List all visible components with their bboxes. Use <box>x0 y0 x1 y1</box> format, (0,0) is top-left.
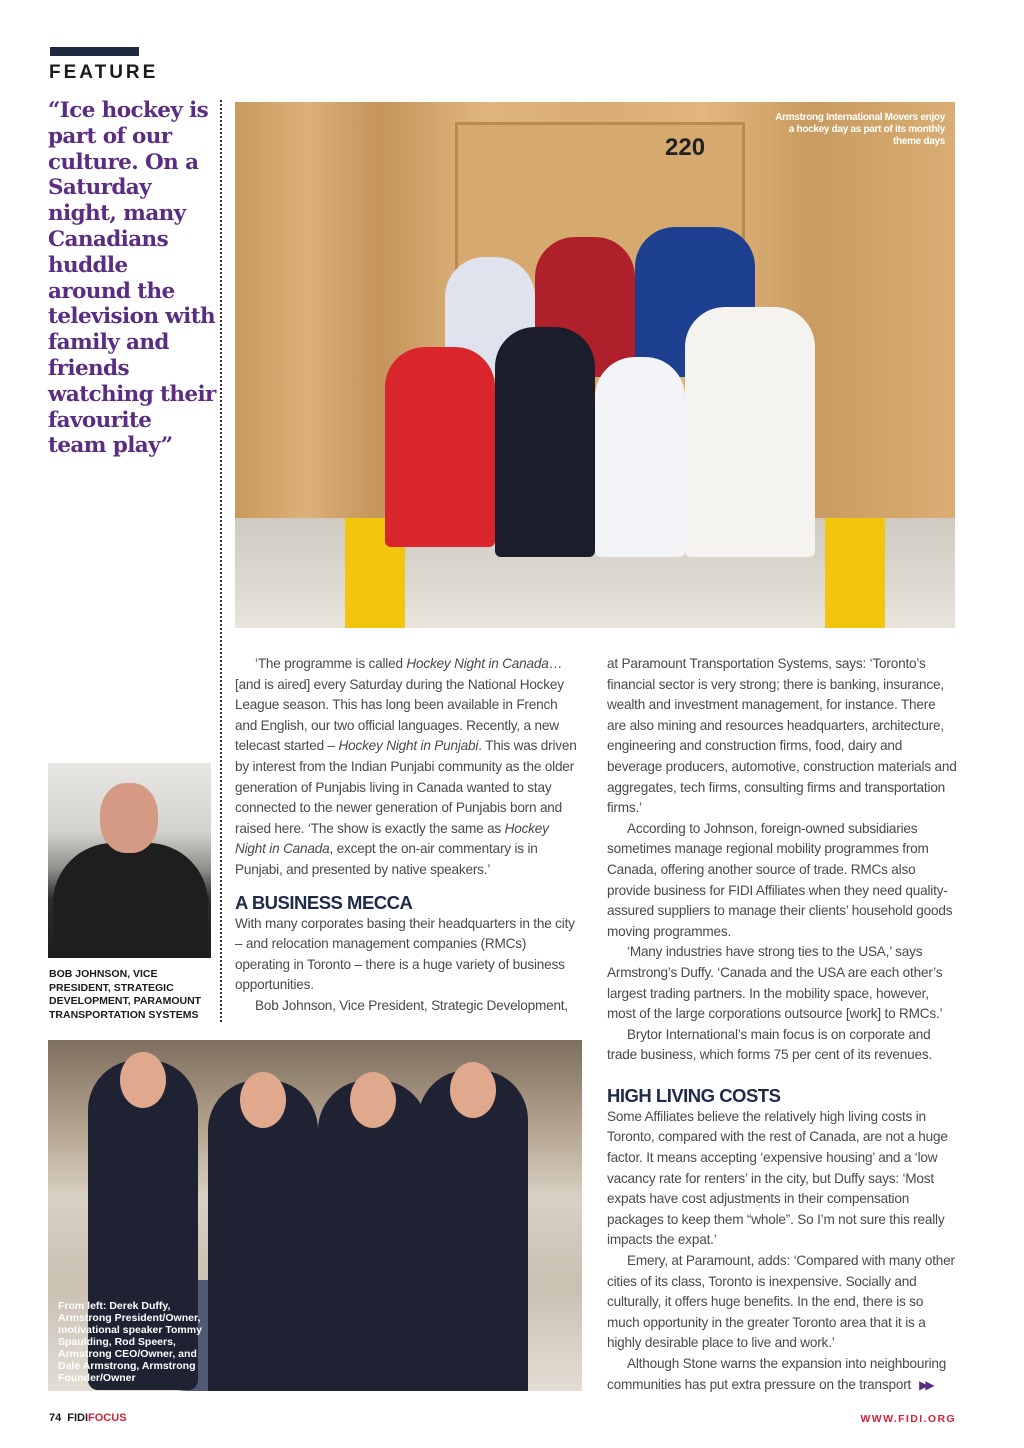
people-group <box>385 217 815 617</box>
pull-quote: “Ice hockey is part of our culture. On a Saturday night, many Canadians huddle around the television with family and friends watching their favourite team play” <box>48 98 216 459</box>
portrait-caption: BOB JOHNSON, VICE PRESIDENT, STRATEGIC DEVELOPMENT, PARAMOUNT TRANSPORTATION SYSTEMS <box>49 968 202 1021</box>
page-number: 74 <box>49 1412 62 1424</box>
paragraph: Emery, at Paramount, adds: ‘Compared with many other cities of its class, Toronto is inexpensive. Socially and culturally, it offers huge benefits. In the end, there is so much opportunity in the greater Toronto area that it is a highly desirable place to live and work.’ <box>607 1253 955 1351</box>
bob-johnson-portrait <box>48 763 211 958</box>
brand-fidi: FIDI <box>67 1412 89 1424</box>
subheading: A BUSINESS MECCA <box>235 891 413 913</box>
footer-page <box>49 1412 127 1424</box>
paragraph: ‘Many industries have strong ties to the USA,’ says Armstrong’s Duffy. ‘Canada and the USA are each other’s largest trading partners. In the mobility space, however, most of the large corporations outsource [work] to RMCs.’ <box>607 944 943 1022</box>
section-bar <box>50 47 139 56</box>
footer-url[interactable]: WWW.FIDI.ORG <box>860 1413 956 1425</box>
paragraph: With many corporates basing their headquarters in the city – and relocation management companies (RMCs) operating in Toronto – there is a huge variety of business opportunities. <box>235 915 575 993</box>
photo-caption-bottom: From left: Derek Duffy, Armstrong President/Owner, motivational speaker Tommy Spaulding, Rod Speers, Armstrong CEO/Owner, and Dale Armstrong, Armstrong Founder/Owner <box>58 1300 202 1384</box>
hockey-team-photo <box>235 102 955 628</box>
article-column-1 <box>235 654 582 1017</box>
article-column-2 <box>607 654 957 1395</box>
crate-number: 220 <box>665 134 706 161</box>
photo-caption: Armstrong International Movers enjoy a hockey day as part of its monthly theme days <box>775 112 945 147</box>
column-divider <box>220 100 222 1022</box>
paragraph: Although Stone warns the expansion into neighbouring communities has put extra pressure on the transport ▶▶ <box>607 1356 947 1392</box>
paragraph: According to Johnson, foreign-owned subsidiaries sometimes manage regional mobility programmes from Canada, offering another source of trade. RMCs also provide business for FIDI Affiliates when they need quality-assured suppliers to manage their clients’ household goods moving programmes. <box>607 820 953 939</box>
section-label: FEATURE <box>49 62 159 83</box>
paragraph: Some Affiliates believe the relatively high living costs in Toronto, compared with the rest of Canada, are not a huge factor. It means accepting ‘expensive housing’ and a ‘low vacancy rate for renters’ in the city, but Duffy says: ‘Most expats have cost adjustments in their compensation packages to keep them “whole”. So I’m not sure this really impacts the expat.’ <box>607 1108 948 1248</box>
paragraph: Brytor International’s main focus is on corporate and trade business, which forms 75 per cent of its revenues. <box>607 1026 933 1063</box>
brand-focus: FOCUS <box>88 1412 127 1424</box>
floor-stripe <box>825 518 885 628</box>
paragraph: Bob Johnson, Vice President, Strategic Development, <box>255 997 568 1013</box>
continue-arrow-icon: ▶▶ <box>919 1377 932 1392</box>
subheading: HIGH LIVING COSTS <box>607 1084 781 1106</box>
paragraph: at Paramount Transportation Systems, says: ‘Toronto’s financial sector is very strong; there is banking, insurance, wealth and investment management, for instance. There are also mining and resources headquarters, architecture, engineering and construction firms, food, dairy and beverage producers, automotive, construction materials and aggregates, tech firms, consulting firms and transportation firms.’ <box>607 656 957 816</box>
paragraph: ‘The programme is called Hockey Night in Canada… [and is aired] every Saturday during the National Hockey League season. This has long been available in French and English, our two official languages. Recently, a new telecast started – Hockey Night in Punjabi. This was driven by interest from the Indian Punjabi community as the older generation of Punjabis living in Canada wanted to stay connected to the newer generation of Punjabis born and raised here. ‘The show is exactly the same as Hockey Night in Canada, except the on-air commentary is in Punjabi, and presented by native speakers.’ <box>235 656 577 877</box>
